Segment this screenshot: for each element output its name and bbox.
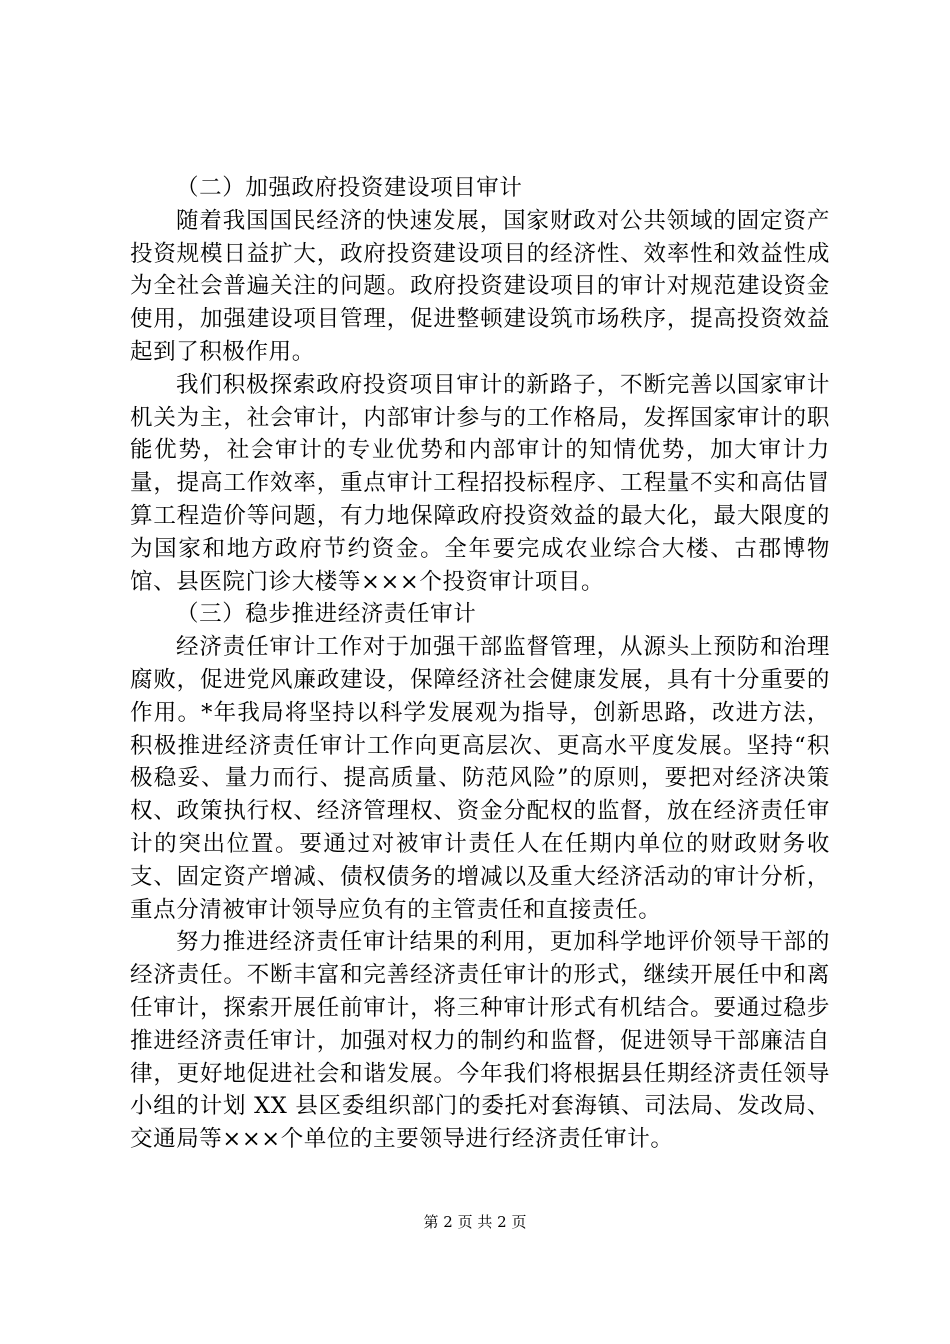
section-heading-3: （三）稳步推进经济责任审计: [176, 601, 477, 628]
section-heading-2: （二）加强政府投资建设项目审计: [176, 175, 523, 201]
document-body: [130, 172, 830, 1156]
paragraph-3-1: 经济责任审计工作对于加强干部监督管理，从源头上预防和治理腐败，促进党风廉政建设，保障经济社会健康发展，具有十分重要的作用。*年我局将坚持以科学发展观为指导，创新思路，改进方法，积极推进经济责任审计工作向更高层次、更高水平度发展。坚持“积极稳妥、量力而行、提高质量、防范风险”的原则，要把对经济决策权、政策执行权、经济管理权、资金分配权的监督，放在经济责任审计的突出位置。要通过对被审计责任人在任期内单位的财政财务收支、固定资产增减、债权债务的增减以及重大经济活动的审计分析，重点分清被审计领导应负有的主管责任和直接责任。: [130, 634, 830, 923]
paragraph-3-2: 努力推进经济责任审计结果的利用，更加科学地评价领导干部的经济责任。不断丰富和完善经济责任审计的形式，继续开展任中和离任审计，探索开展任前审计，将三种审计形式有机结合。要通过稳步推进经济责任审计，加强对权力的制约和监督，促进领导干部廉洁自律，更好地促进社会和谐发展。今年我们将根据县任期经济责任领导小组的计划 XX 县区委组织部门的委托对套海镇、司法局、发改局、交通局等×××个单位的主要领导进行经济责任审计。: [130, 929, 830, 1153]
paragraph-2-2: 我们积极探索政府投资项目审计的新路子，不断完善以国家审计机关为主，社会审计，内部审计参与的工作格局，发挥国家审计的职能优势，社会审计的专业优势和内部审计的知情优势，加大审计力量，提高工作效率，重点审计工程招投标程序、工程量不实和高估冒算工程造价等问题，有力地保障政府投资效益的最大化，最大限度的为国家和地方政府节约资金。全年要完成农业综合大楼、古郡博物馆、县医院门诊大楼等×××个投资审计项目。: [130, 371, 830, 595]
page-footer: 第 2 页 共 2 页: [423, 1213, 527, 1231]
paragraph-2-1: 随着我国国民经济的快速发展，国家财政对公共领域的固定资产投资规模日益扩大，政府投资建设项目的经济性、效率性和效益性成为全社会普遍关注的问题。政府投资建设项目的审计对规范建设资金使用，加强建设项目管理，促进整顿建设筑市场秩序，提高投资效益起到了积极作用。: [130, 207, 830, 365]
